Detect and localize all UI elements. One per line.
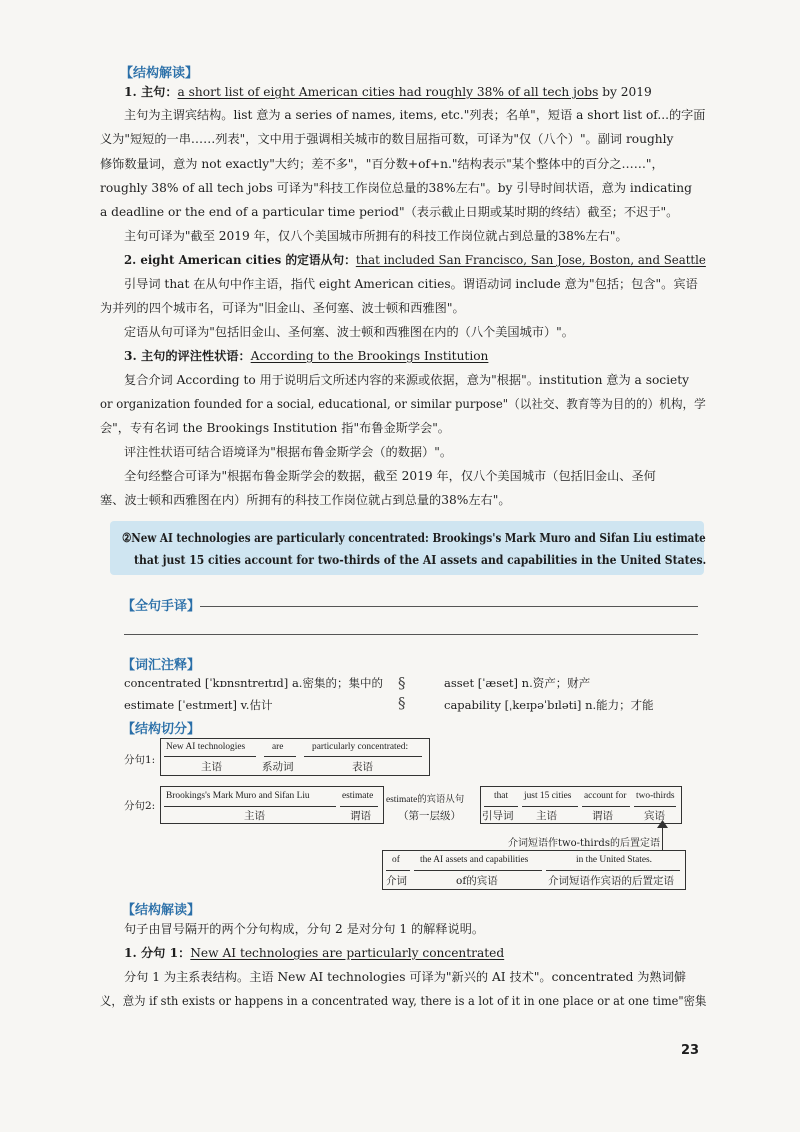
clause-2-subject: Brookings's Mark Muro and Sifan Liu — [166, 791, 310, 801]
paragraph-line: 定语从句可译为"包括旧金山、圣何塞、波士顿和西雅图在内的（八个美国城市）"。 — [124, 325, 574, 339]
underline — [522, 806, 578, 807]
prep-phrase-role: 介词 — [386, 875, 407, 887]
attributive-note: 介词短语作two-thirds的后置定语 — [508, 838, 660, 849]
arrow-up-icon — [657, 820, 668, 828]
clause-1-verb: are — [272, 742, 284, 752]
sentence-2-line-1: ②New AI technologies are particularly concentrated: Brookings's Mark Muro and Sifan Liu estimate — [122, 530, 706, 545]
clause-1-label: 分句1: — [124, 754, 156, 766]
clause-text: According to the Brookings Institution — [250, 349, 489, 363]
object-clause-word: just 15 cities — [524, 791, 572, 801]
object-clause-word: that — [494, 791, 509, 801]
point-2-line — [124, 252, 706, 268]
clause-2-role: 主语 — [244, 810, 265, 822]
object-clause-word: account for — [584, 791, 627, 801]
paragraph-line: 主句为主谓宾结构。list 意为 a series of names, items, etc."列表；名单"，短语 a short list of...的字面 — [124, 108, 706, 122]
prep-phrase-word: of — [392, 855, 400, 865]
page-number: 23 — [681, 1043, 700, 1058]
vocab-divider: § — [398, 674, 406, 692]
object-clause-role: 宾语 — [644, 810, 665, 822]
underline — [582, 806, 630, 807]
paragraph-line: 修饰数量词，意为 not exactly"大约；差不多"，"百分数+of+n."结构表示"某个整体中的百分之……"， — [100, 157, 664, 171]
paragraph-line: or organization founded for a social, educational, or similar purpose"（以社交、教育等为目的的）机构，学 — [100, 397, 706, 411]
paragraph-line: 义为"短短的一串……列表"，文中用于强调相关城市的数目屈指可数，可译为"仅（八个）"。副词 roughly — [100, 132, 674, 146]
vocab-estimate: estimate [ˈestɪmeɪt] v.估计 — [124, 698, 273, 712]
object-clause-role: 谓语 — [592, 810, 613, 822]
main-clause-text: a short list of eight American cities had roughly 38% of all tech jobs — [177, 85, 599, 99]
clause-1-role: 主语 — [201, 761, 222, 773]
translation-blank-line[interactable] — [124, 634, 698, 635]
section-heading-structure: 【结构解读】 — [122, 903, 201, 918]
underline — [264, 756, 296, 757]
paragraph-line: 复合介词 According to 用于说明后文所述内容的来源或依据，意为"根据"。institution 意为 a society — [124, 373, 690, 387]
paragraph-line: 为并列的四个城市名，可译为"旧金山、圣何塞、波士顿和西雅图"。 — [100, 301, 465, 315]
clause-1-subject: New AI technologies — [166, 742, 246, 752]
underline — [546, 870, 680, 871]
paragraph-line: 塞、波士顿和西雅图在内）所拥有的科技工作岗位就占到总量的38%左右"。 — [100, 493, 511, 507]
underline — [386, 870, 410, 871]
vocab-heading: 【词汇注释】 — [122, 658, 201, 673]
underline — [164, 806, 336, 807]
clause-2-label: 分句2: — [124, 800, 156, 812]
vocab-asset: asset [ˈæset] n.资产；财产 — [444, 676, 591, 690]
prep-phrase-role: 介词短语作宾语的后置定语 — [548, 875, 674, 887]
object-clause-label: estimate的宾语从句 — [386, 795, 465, 805]
section-heading-structure: 【结构解读】 — [120, 66, 199, 81]
point-label: 1. 主句： — [124, 85, 178, 99]
clause-text: that included San Francisco, San Jose, Boston, and Seattle — [355, 253, 706, 267]
point-label: 1. 分句 1： — [124, 946, 191, 960]
paragraph-line: roughly 38% of all tech jobs 可译为"科技工作岗位总量的38%左右"。by 引导时间状语，意为 indicating — [100, 181, 692, 195]
paragraph-line: 主句可译为"截至 2019 年，仅八个美国城市所拥有的科技工作岗位就占到总量的38%左右"。 — [124, 229, 628, 243]
object-clause-role: 主语 — [536, 810, 557, 822]
underline — [634, 806, 676, 807]
point-label: 3. 主句的评注性状语： — [124, 349, 251, 363]
paragraph-line: 评注性状语可结合语境译为"根据布鲁金斯学会（的数据）"。 — [124, 445, 453, 459]
underline — [484, 806, 518, 807]
split-heading: 【结构切分】 — [122, 722, 201, 737]
prep-phrase-role: of的宾语 — [456, 875, 498, 887]
vocab-capability: capability [ˌkeɪpəˈbɪləti] n.能力；才能 — [444, 698, 654, 712]
underline — [414, 870, 542, 871]
translation-heading: 【全句手译】 — [122, 599, 201, 614]
underline — [340, 806, 378, 807]
object-clause-level: （第一层级） — [398, 810, 461, 822]
paragraph-line: 分句 1 为主系表结构。主语 New AI technologies 可译为"新兴的 AI 技术"。concentrated 为熟词僻 — [124, 970, 687, 984]
point-3-line — [124, 348, 488, 364]
object-clause-word: two-thirds — [636, 791, 675, 801]
paragraph-line: a deadline or the end of a particular time period"（表示截止日期或某时期的终结）截至；不迟于"。 — [100, 205, 679, 219]
paragraph-line: 会"，专有名词 the Brookings Institution 指"布鲁金斯学会"。 — [100, 421, 450, 435]
sentence-2-line-2: that just 15 cities account for two-thirds of the AI assets and capabilities in the United States. — [134, 552, 707, 567]
clause-1-predicative: particularly concentrated: — [312, 742, 409, 752]
vocab-divider: § — [398, 694, 406, 712]
paragraph-line: 全句经整合可译为"根据布鲁金斯学会的数据，截至 2019 年，仅八个美国城市（包括旧金山、圣何 — [124, 469, 656, 483]
paragraph-line: 引导词 that 在从句中作主语，指代 eight American cities。谓语动词 include 意为"包括；包含"。宾语 — [124, 277, 698, 291]
clause-1-role: 系动词 — [262, 761, 294, 773]
vocab-concentrated: concentrated [ˈkɒnsntreɪtɪd] a.密集的；集中的 — [124, 676, 383, 690]
clause-1-role: 表语 — [352, 761, 373, 773]
underline — [304, 756, 422, 757]
object-clause-role: 引导词 — [482, 810, 514, 822]
clause-1-analysis-line — [124, 945, 504, 961]
prep-phrase-word: the AI assets and capabilities — [420, 855, 529, 865]
clause-2-verb: estimate — [342, 791, 374, 801]
paragraph-line: 义，意为 if sth exists or happens in a concentrated way, there is a lot of it in one place or at one time"密集 — [100, 994, 707, 1008]
translation-blank-line[interactable] — [200, 606, 698, 607]
clause-2-role: 谓语 — [350, 810, 371, 822]
clause-text: New AI technologies are particularly concentrated — [190, 946, 505, 960]
point-1-line — [124, 84, 652, 100]
point-label: 2. eight American cities 的定语从句： — [124, 253, 356, 267]
paragraph-line: 句子由冒号隔开的两个分句构成，分句 2 是对分句 1 的解释说明。 — [124, 922, 485, 936]
main-clause-tail: by 2019 — [598, 85, 652, 99]
underline — [164, 756, 256, 757]
prep-phrase-word: in the United States. — [576, 855, 653, 865]
